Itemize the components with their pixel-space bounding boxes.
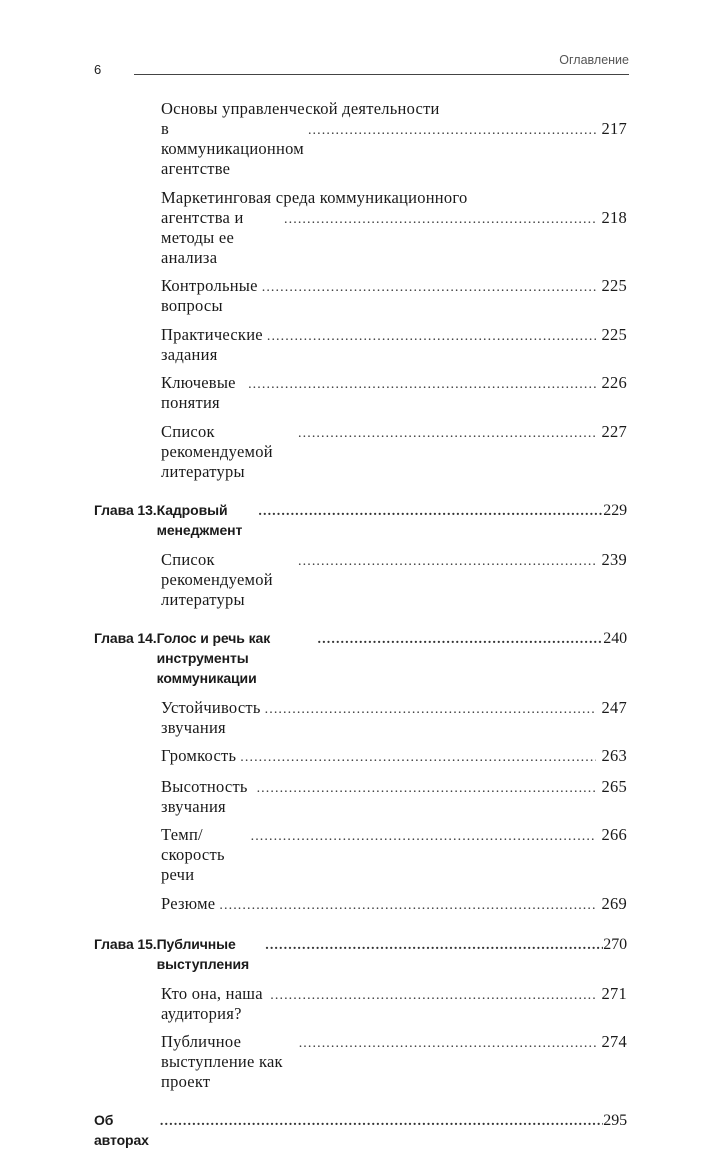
page-ref: 229 xyxy=(603,501,627,519)
chapter-title: Публичные выступления xyxy=(156,935,250,972)
dot-leader xyxy=(262,278,596,298)
toc-chapter-entry[interactable] xyxy=(94,1110,627,1150)
section-title-line: Маркетинговая среда коммуникационного xyxy=(161,187,468,207)
page-ref: 269 xyxy=(601,893,627,913)
section-title: Кто она, наша аудитория? xyxy=(161,983,263,1023)
dot-leader xyxy=(248,375,595,395)
page-number: 6 xyxy=(94,62,102,77)
toc-section-entry[interactable] xyxy=(161,422,627,482)
toc-section-entry[interactable] xyxy=(161,1032,627,1092)
running-head: Оглавление xyxy=(559,53,629,67)
toc-section-entry[interactable] xyxy=(161,825,627,885)
section-title: Список рекомендуемой литературы xyxy=(161,549,273,609)
toc-section-entry[interactable] xyxy=(161,550,627,610)
section-title: Устойчивость звучания xyxy=(161,697,261,737)
dot-leader xyxy=(240,748,595,768)
section-title-line: Основы управленческой деятельности xyxy=(161,99,440,118)
section-title: Ключевые понятия xyxy=(161,373,236,412)
chapter-number: Глава 13. xyxy=(94,501,157,518)
section-title: агентства и методы ее анализа xyxy=(161,207,244,267)
section-title: Практические задания xyxy=(161,324,263,364)
dot-leader xyxy=(219,896,595,916)
chapter-title: Кадровый менеджмент xyxy=(156,501,243,538)
dot-leader xyxy=(270,986,595,1006)
section-title: Список рекомендуемой литературы xyxy=(161,421,273,481)
chapter-title: Об авторах xyxy=(94,1112,149,1148)
dot-leader xyxy=(265,700,596,720)
chapter-number: Глава 15. xyxy=(94,935,157,952)
toc-section-entry[interactable] xyxy=(161,894,627,916)
toc-section-entry[interactable] xyxy=(161,984,627,1024)
dot-leader xyxy=(267,327,596,347)
page-ref: 270 xyxy=(603,935,627,953)
dot-leader xyxy=(284,210,595,230)
page-ref: 263 xyxy=(601,746,627,765)
toc-section-entry[interactable] xyxy=(161,276,627,316)
toc-chapter-entry[interactable] xyxy=(94,500,627,540)
page-ref: 225 xyxy=(601,276,627,295)
table-of-contents xyxy=(94,99,627,1160)
toc-section-entry[interactable] xyxy=(161,698,627,738)
page-ref: 265 xyxy=(601,776,627,796)
chapter-title: Голос и речь как инструменты коммуникации xyxy=(156,629,271,686)
dot-leader xyxy=(265,936,603,956)
section-title: Высотность звучания xyxy=(161,776,248,816)
toc-section-entry[interactable] xyxy=(161,777,627,817)
page-ref: 217 xyxy=(601,119,627,138)
toc-chapter-entry[interactable] xyxy=(94,628,627,688)
page-ref: 271 xyxy=(601,983,627,1003)
toc-section-entry[interactable] xyxy=(161,188,627,268)
toc-chapter-entry[interactable] xyxy=(94,934,627,974)
page-ref: 295 xyxy=(603,1112,627,1129)
section-title: Контрольные вопросы xyxy=(161,276,258,315)
dot-leader xyxy=(160,1112,603,1132)
dot-leader xyxy=(298,552,595,572)
toc-section-entry[interactable] xyxy=(161,373,627,413)
dot-leader xyxy=(257,779,596,799)
page-ref: 227 xyxy=(601,421,627,441)
toc-section-entry[interactable] xyxy=(161,746,627,768)
page-ref: 226 xyxy=(601,373,627,392)
section-title: Громкость xyxy=(161,746,237,765)
section-title: Темп/скорость речи xyxy=(161,825,225,884)
section-title: Публичное выступление как проект xyxy=(161,1032,283,1091)
toc-section-entry[interactable] xyxy=(161,99,627,179)
page-ref: 239 xyxy=(601,549,627,569)
section-title: в коммуникационном агентстве xyxy=(161,119,304,178)
dot-leader xyxy=(251,827,596,847)
toc-section-entry[interactable] xyxy=(161,325,627,365)
dot-leader xyxy=(258,502,603,522)
dot-leader xyxy=(299,1034,596,1054)
dot-leader xyxy=(308,121,596,141)
chapter-number: Глава 14. xyxy=(94,629,157,646)
dot-leader xyxy=(318,630,604,650)
page-ref: 225 xyxy=(601,324,627,344)
page-ref: 240 xyxy=(603,629,627,647)
dot-leader xyxy=(298,424,595,444)
section-title: Резюме xyxy=(161,893,216,913)
header-rule xyxy=(134,74,629,75)
page-ref: 247 xyxy=(601,697,627,717)
page-ref: 218 xyxy=(601,207,627,227)
page-ref: 274 xyxy=(601,1032,627,1051)
page-ref: 266 xyxy=(601,825,627,844)
